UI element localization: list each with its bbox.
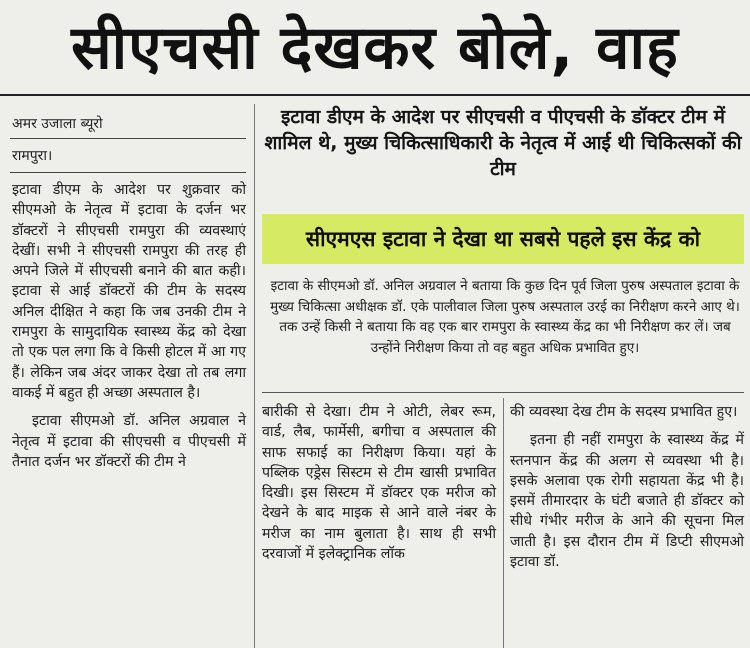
highlight-box-text: सीएमएस इटावा ने देखा था सबसे पहले इस केंद्र को	[305, 227, 701, 251]
column-divider-right	[503, 398, 504, 648]
column-divider-left	[254, 104, 255, 648]
article-paragraph: इटावा डीएम के आदेश पर शुक्रवार को सीएमओ के नेतृत्व में इटावा के दर्जन भर डॉक्टरों ने सीएचसी रामपुरा की व्यवस्थाएं देखीं। सभी ने सीएचसी रामपुरा की तरह ही अपने जिले में सीएचसी बनाने की बात कही। इटावा से आई डॉक्टरों की टीम के सदस्य अनिल दीक्षित ने कहा कि जब उनकी टीम ने रामपुरा के सामुदायिक स्वास्थ्य केंद्र को देखा तो एक पल लगा कि वे किसी होटल में आ गए हैं। लेकिन जब अंदर जाकर देखा तो तब लगा वाकई में बहुत ही अच्छा अस्पताल है।	[12, 182, 246, 401]
highlight-box	[262, 214, 744, 264]
byline-divider	[10, 138, 246, 139]
headline-rule	[0, 94, 750, 96]
article-column-2	[262, 402, 496, 564]
dateline-divider	[10, 172, 246, 173]
subheadline: इटावा डीएम के आदेश पर सीएचसी व पीएचसी के डॉक्टर टीम में शामिल थे, मुख्य चिकित्साधिकारी के नेतृत्व में आई थी चिकित्सकों की टीम	[264, 106, 742, 180]
headline: सीएचसी देखकर बोले, वाह	[71, 13, 679, 83]
byline: अमर उजाला ब्यूरो	[12, 116, 103, 132]
dateline: रामपुरा।	[12, 148, 53, 164]
article-paragraph: बारीकी से देखा। टीम ने ओटी, लेबर रूम, वार्ड, लैब, फार्मेसी, बगीचा व अस्पताल की साफ सफाई का निरीक्षण किया। यहां के पब्लिक एड्रेस सिस्टम से टीम खासी प्रभावित दिखी। इस सिस्टम में डॉक्टर एक मरीज को देखने के बाद माइक से आने वाले नंबर के मरीज का नाम बुलाता है। साथ ही सभी दरवाजों में इलेक्ट्रानिक लॉक	[262, 404, 496, 563]
article-paragraph: इतना ही नहीं रामपुरा के स्वास्थ्य केंद्र में स्तनपान केंद्र की अलग से व्यवस्था भी है। इसके अलावा एक रोगी सहायता केंद्र भी है। इसमें तीमारदार के घंटी बजाते ही डॉक्टर को सीधे गंभीर मरीज के आने की सूचना मिल जाती है। इस दौरान टीम में डिप्टी सीएमओ इटावा डॉ.	[510, 432, 744, 571]
article-column-1	[12, 180, 246, 472]
intro-paragraph: इटावा के सीएमओ डॉ. अनिल अग्रवाल ने बताया कि कुछ दिन पूर्व जिला पुरुष अस्पताल इटावा के मुख्य चिकित्सा अधीक्षक डॉ. एके पालीवाल जिला पुरुष अस्पताल उरई का निरीक्षण करने आए थे। तक उन्हें किसी ने बताया कि वह एक बार रामपुरा के स्वास्थ्य केंद्र का भी निरीक्षण कर लें। जब उन्होंने निरीक्षण किया तो वह बहुत अधिक प्रभावित हुए।	[270, 278, 740, 356]
article-paragraph: की व्यवस्था देख टीम के सदस्य प्रभावित हुए।	[510, 404, 738, 420]
article-paragraph: इटावा सीएमओ डॉ. अनिल अग्रवाल ने नेतृत्व में इटावा की सीएचसी व पीएचसी में तैनात दर्जन भर डॉक्टरों की टीम ने	[12, 413, 246, 470]
intro-divider	[262, 392, 744, 393]
article-column-3	[510, 402, 744, 572]
